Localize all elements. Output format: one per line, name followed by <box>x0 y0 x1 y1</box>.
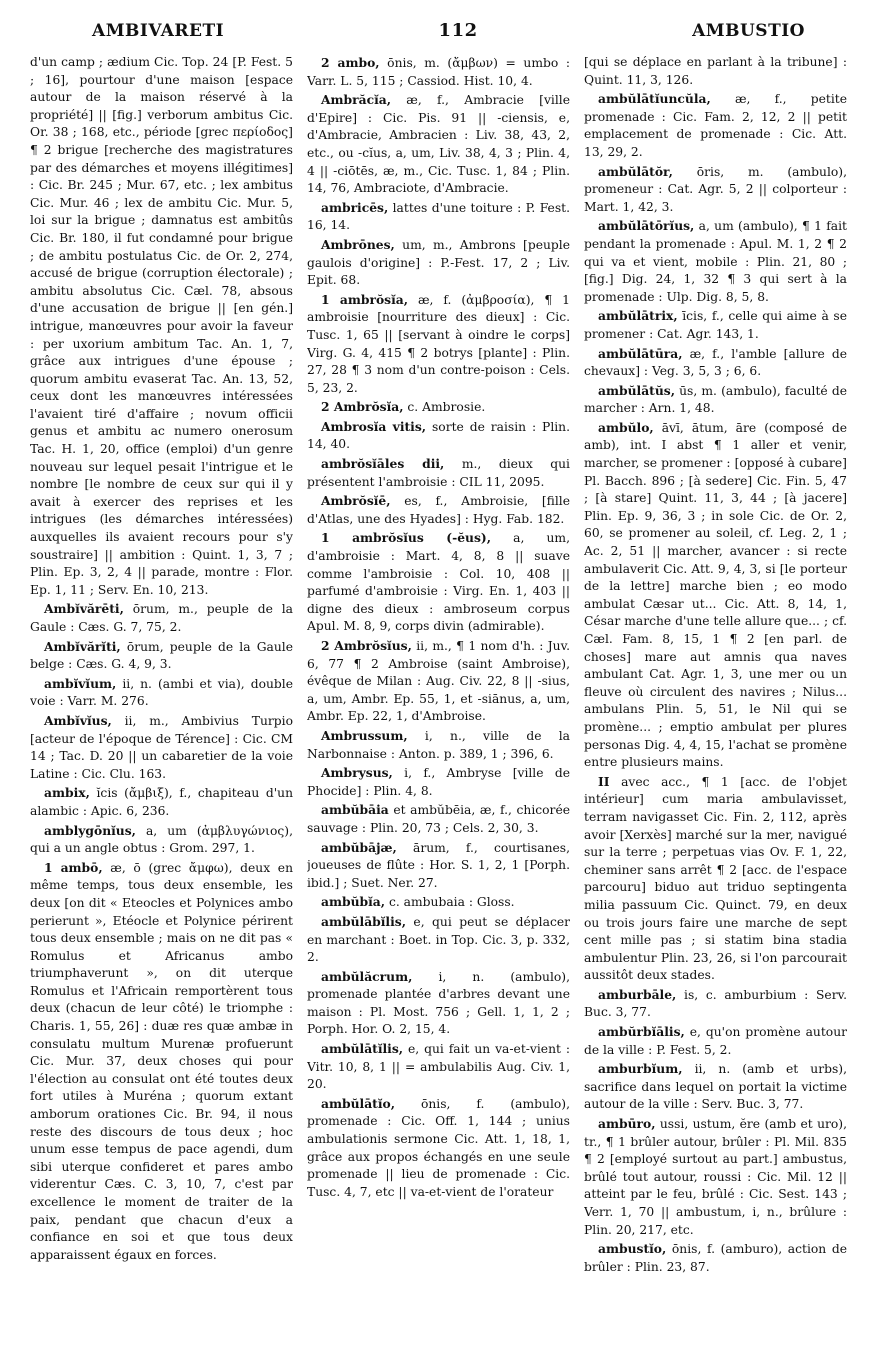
dictionary-entry <box>584 54 847 89</box>
entry-definition: ussi, ustum, ĕre (amb et uro), tr., ¶ 1 brûler autour, brûler : Pl. Mil. 835 ¶ 2 [employé surtout au part.] ambustus, brûlé tout autour, roussi : Cic. Mil. 12 || atteint par le feu, brûlé : Cic. Sest. 143 ; Verr. 1, 70 || ambustum, i, n., brûlure : Plin. 20, 217, etc. <box>584 1117 847 1237</box>
entry-definition: ii, n. (ambi et via), double voie : Varr. M. 276. <box>30 676 293 709</box>
entry-headword: ambrŏsĭāles dii, <box>321 456 445 472</box>
entry-definition: ii, m., ¶ 1 nom d'h. : Juv. 6, 77 ¶ 2 Ambroise (saint Ambroise), évêque de Milan : Aug. Civ. 22, 8 || -sius, a, um, Ambr. Ep. 55, 1, et -siānus, a, um, Ambr. Ep. 22, 1, d'Ambroise. <box>307 639 570 724</box>
entry-definition: ĭcis (ἄμβιξ), f., chapiteau d'un alambic : Apic. 6, 236. <box>30 786 293 818</box>
entry-headword: Ambĭvĭus, <box>44 712 112 728</box>
dictionary-entry <box>307 54 570 90</box>
entry-definition: e, qui peut se déplacer en marchant : Boet. in Top. Cic. 3, p. 332, 2. <box>307 914 570 965</box>
entry-definition: i, n., ville de la Narbonnaise : Anton. p. 389, 1 ; 396, 6. <box>307 728 570 761</box>
entry-definition: ii, m., Ambivius Turpio [acteur de l'époque de Térence] : Cic. CM 14 ; Tac. D. 20 || un cabaretier de la voie Latine : Cic. Clu. 163. <box>30 713 293 781</box>
dictionary-entry <box>584 217 847 306</box>
entry-headword: 1 ambrŏsĭa, <box>321 291 408 307</box>
entry-headword: ambŭlātĭuncŭla, <box>598 91 711 107</box>
dictionary-entry <box>584 382 847 418</box>
entry-headword: 1 ambō, <box>44 859 103 875</box>
entry-headword: ambricēs, <box>321 199 389 215</box>
entry-headword: II <box>598 773 610 789</box>
entry-headword: ambustĭo, <box>598 1241 667 1257</box>
entry-definition: æ, ō (grec ἄμφω), deux en même temps, tous deux ensemble, les deux [on dit « Eteocles et Polynices ambo perierunt », Etéocle et Polynice périrent tous deux ensemble ; mais on ne dit pas « Romulus et Africanus ambo triumphaverunt », on dit uterque Romulus et l'Africain remportèrent tous deux (chacun de leur côté) le triomphe : Charis. 1, 55, 26] : duæ res quæ ambæ in consulatu multum Murenæ profuerunt Cic. Mur. 37, deux choses qui pour l'élection au consulat ont été toutes deux fort utiles à Muréna ; quorum extant amborum orationes Cic. Br. 94, il nous reste des discours de tous deux ; hoc unum esse tempus de pace agendi, dum sibi uterque confideret et pares ambo viderentur Cæs. C. 3, 10, 7, c'est par excellence le moment de traiter de la paix, pendant que chacun d'eux a confiance en soi et que tous deux apparaissent égaux en forces. <box>30 860 293 1262</box>
page-number: 112 <box>438 20 478 41</box>
entry-definition: i, f., Ambryse [ville de Phocide] : Plin. 4, 8. <box>307 766 570 798</box>
entry-definition: a, um (ἀμβλυγώνιος), qui a un angle obtus : Grom. 297, 1. <box>30 823 293 856</box>
entry-headword: ambĭvĭum, <box>44 675 117 691</box>
dictionary-entry <box>307 492 570 528</box>
entry-headword: ambŭlātĭlis, <box>321 1041 404 1057</box>
entry-headword: amburbāle, <box>598 986 677 1002</box>
entry-headword: ambŭlātūra, <box>598 345 683 361</box>
entry-headword: 2 Ambrŏsĭus, <box>321 638 412 653</box>
dictionary-entry <box>584 163 847 217</box>
entry-headword: 2 Ambrŏsĭa, <box>321 399 404 415</box>
entry-definition: ūs, m. (ambulo), faculté de marcher : Arn. 1, 48. <box>584 383 847 416</box>
dictionary-entry <box>307 91 570 198</box>
dictionary-entry <box>30 822 293 858</box>
entry-definition: ōris, m. (ambulo), promeneur : Cat. Agr. 5, 2 || colporteur : Mart. 1, 42, 3. <box>584 164 847 214</box>
column-right <box>584 54 847 1354</box>
dictionary-entry <box>307 637 570 726</box>
entry-definition: i, n. (ambulo), promenade plantée d'arbres devant une maison : Pl. Most. 756 ; Gell. 1, 1, 2 ; Porph. Hor. O. 2, 15, 4. <box>307 969 570 1037</box>
dictionary-entry <box>584 345 847 381</box>
dictionary-entry <box>584 986 847 1022</box>
dictionary-entry <box>584 773 847 985</box>
entry-definition: æ, f., Ambracie [ville d'Epire] : Cic. Pis. 91 || -ciensis, e, d'Ambracie, Ambracien : Liv. 38, 43, 2, etc., ou -cĭus, a, um, Liv. 38, 4, 3 ; Plin. 4, 4 || -ciōtēs, æ, m., Cic. Tusc. 1, 84 ; Plin. 14, 76, Ambraciote, d'Ambracie. <box>307 93 570 196</box>
dictionary-entry <box>307 529 570 636</box>
dictionary-entry <box>307 236 570 290</box>
entry-definition: is, c. amburbium : Serv. Buc. 3, 77. <box>584 987 847 1020</box>
entry-headword: ambŭlo, <box>598 419 654 435</box>
entry-definition: ōnis, f. (ambulo), promenade : Cic. Off. 1, 144 ; unius ambulationis sermone Cic. Att. 1, 18, 1, grâce aux propos échangés en une seule promenade || lieu de promenade : Cic. Tusc. 4, 7, etc || va-et-vient de l'orateur <box>307 1096 570 1199</box>
dictionary-entry <box>307 1095 570 1202</box>
entry-definition: ōnis, f. (amburo), action de brûler : Plin. 23, 87. <box>584 1242 847 1274</box>
entry-headword: ambūro, <box>598 1116 656 1132</box>
dictionary-entry <box>584 419 847 772</box>
dictionary-entry <box>30 638 293 674</box>
column-middle <box>307 54 570 1354</box>
entry-definition: æ, f., l'amble [allure de chevaux] : Veg. 3, 5, 3 ; 6, 6. <box>584 346 847 379</box>
dictionary-entry <box>307 764 570 800</box>
entry-definition: āvī, ātum, āre (composé de amb), int. I abst ¶ 1 aller et venir, marcher, se promener : [opposé à cubare] Pl. Bacch. 896 ; [à sedere] Cic. Fin. 5, 47 ; [à stare] Quint. 11, 3, 44 ; [à jacere] Plin. Ep. 9, 36, 3 ; in sole Cic. de Or. 2, 60, se promener au soleil, cf. Leg. 2, 1 ; Ac. 2, 51 || marcher, avancer : si recte ambulaverit Cic. Att. 9, 4, 3, si [le porteur de la lettre] marche bien ; eo modo ambulat Cæsar ut... Cic. Att. 8, 14, 1, César marche d'une telle allure que... ; cf. Cæl. Fam. 8, 15, 1 ¶ 2 [en parl. de choses] mare aut amnis qua naves ambulant Cat. Agr. 1, 3, une mer ou un fleuve où circulent des navires ; Nilus... ambulans Plin. 5, 51, le Nil qui se promène... ; emptio ambulat per plures personas Dig. 4, 4, 15, l'achat se promène entre plusieurs mains. <box>584 420 847 770</box>
entry-headword: Ambrysus, <box>321 765 393 781</box>
dictionary-entry <box>307 968 570 1039</box>
entry-definition: c. Ambrosie. <box>403 400 486 415</box>
entry-definition: æ, f. (ἀμβροσία), ¶ 1 ambroisie [nourriture des dieux] : Cic. Tusc. 1, 65 || [servant à oindre le corps] Virg. G. 4, 415 ¶ 2 botrys [plante] : Plin. 27, 28 ¶ 3 nom d'un contre-poison : Cels. 5, 23, 2. <box>307 292 570 395</box>
dictionary-entry <box>307 727 570 763</box>
entry-definition: sorte de raisin : Plin. 14, 40. <box>307 419 570 452</box>
entry-definition: ōrum, m., peuple de la Gaule : Cæs. G. 7, 75, 2. <box>30 602 293 634</box>
entry-definition: īcis, f., celle qui aime à se promener : Cat. Agr. 143, 1. <box>584 309 847 341</box>
entry-headword: ambŭlăcrum, <box>321 968 413 984</box>
entry-headword: ambix, <box>44 785 90 801</box>
dictionary-entry <box>307 801 570 837</box>
dictionary-entry <box>307 199 570 235</box>
entry-definition: c. ambubaia : Gloss. <box>385 895 515 910</box>
entry-definition: a, um (ambulo), ¶ 1 fait pendant la promenade : Apul. M. 1, 2 ¶ 2 qui va et vient, mobile : Plin. 21, 80 ; [fig.] Dig. 24, 1, 32 ¶ 3 qui sert à la promenade : Ulp. Dig. 8, 5, 8. <box>584 219 847 304</box>
entry-headword: Ambrōnes, <box>321 236 395 252</box>
page-header <box>30 20 847 54</box>
entry-headword: Ambrăcĭa, <box>321 92 392 108</box>
entry-definition: e, qu'on promène autour de la ville : P. Fest. 5, 2. <box>584 1025 847 1057</box>
dictionary-entry <box>307 455 570 491</box>
entry-definition: et ambŭbēia, æ, f., chicorée sauvage : Plin. 20, 73 ; Cels. 2, 30, 3. <box>307 803 570 835</box>
entry-headword: ambŭlātrix, <box>598 308 678 324</box>
entry-headword: ambŭlātōrĭus, <box>598 218 695 234</box>
entry-headword: Ambĭvărĭti, <box>44 638 121 654</box>
entry-headword: amblygōnĭus, <box>44 822 136 838</box>
dictionary-entry <box>584 307 847 343</box>
dictionary-entry <box>584 90 847 161</box>
entry-definition: ārum, f., courtisanes, joueuses de flûte : Hor. S. 1, 2, 1 [Porph. ibid.] ; Suet. Ner. 27. <box>307 840 570 890</box>
dictionary-entry <box>307 839 570 893</box>
dictionary-entry <box>30 859 293 1265</box>
entry-definition: avec acc., ¶ 1 [acc. de l'objet intérieur] cum maria ambulavisset, terram navigasset Cic. Fin. 2, 112, après avoir [Xerxès] marché sur la mer, navigué sur la terre ; perpetuas vias Ov. F. 1, 22, cheminer sans arrêt ¶ 2 [acc. de l'espace parcouru] biduo aut triduo septingenta milia passuum Cic. Quinct. 79, en deux ou trois jours faire une marche de sept cent mille pas ; si statim bina stadia ambulentur Plin. 23, 26, si l'on parcourait aussitôt deux stades. <box>584 774 847 983</box>
entry-headword: ambŭbĭa, <box>321 894 386 910</box>
dictionary-entry <box>584 1023 847 1059</box>
entry-headword: 2 ambo, <box>321 55 380 70</box>
entry-definition: a, um, d'ambroisie : Mart. 4, 8, 8 || suave comme l'ambroisie : Col. 10, 408 || parfumé d'ambroisie : Virg. En. 1, 403 || digne des dieux : ambroseum corpus Apul. M. 8, 9, corps divin (admirable). <box>307 531 570 634</box>
entry-definition: es, f., Ambroisie, [fille d'Atlas, une des Hyades] : Hyg. Fab. 182. <box>307 494 570 526</box>
entry-headword: ambŭlātŭs, <box>598 382 675 398</box>
dictionary-entry <box>307 291 570 398</box>
entry-definition: ōrum, peuple de la Gaule belge : Cæs. G. 4, 9, 3. <box>30 639 293 672</box>
entry-definition: [qui se déplace en parlant à la tribune] : Quint. 11, 3, 126. <box>584 55 847 87</box>
dictionary-entry <box>307 1040 570 1094</box>
entry-headword: ambŭlātĭo, <box>321 1095 395 1111</box>
right-running-headword: AMBUSTIO <box>692 21 805 41</box>
entry-headword: Ambrŏsĭē, <box>321 493 391 509</box>
dictionary-entry <box>30 54 293 599</box>
dictionary-entry <box>30 675 293 711</box>
entry-headword: ambŭlātŏr, <box>598 163 673 179</box>
entry-headword: Ambrussum, <box>321 727 408 743</box>
dictionary-entry <box>307 913 570 967</box>
entry-definition: lattes d'une toiture : P. Fest. 16, 14. <box>307 200 570 233</box>
dictionary-entry <box>584 1115 847 1239</box>
dictionary-entry <box>584 1060 847 1114</box>
column-left <box>30 54 293 1354</box>
dictionary-entry <box>307 893 570 912</box>
entry-definition: um, m., Ambrons [peuple gaulois d'origine] : P.-Fest. 17, 2 ; Liv. Epit. 68. <box>307 237 570 288</box>
entry-definition: m., dieux qui présentent l'ambroisie : CIL 11, 2095. <box>307 457 570 489</box>
text-columns <box>30 54 847 1354</box>
entry-headword: ambŭlābĭlis, <box>321 913 406 929</box>
dictionary-entry <box>30 784 293 820</box>
dictionary-entry <box>584 1240 847 1276</box>
dictionary-entry <box>30 600 293 636</box>
entry-definition: ōnis, m. (ἄμβων) = umbo : Varr. L. 5, 115 ; Cassiod. Hist. 10, 4. <box>307 56 570 88</box>
entry-definition: e, qui fait un va-et-vient : Vitr. 10, 8, 1 || = ambulabilis Aug. Civ. 1, 20. <box>307 1042 570 1092</box>
entry-headword: ambŭrbĭālis, <box>598 1024 685 1040</box>
entry-headword: Ambĭvărēti, <box>44 601 124 617</box>
dictionary-entry <box>30 712 293 783</box>
entry-headword: Ambrosĭa vitis, <box>321 418 427 434</box>
dictionary-entry <box>307 398 570 417</box>
left-running-headword: AMBIVARETI <box>92 21 225 41</box>
entry-definition: æ, f., petite promenade : Cic. Fam. 2, 12, 2 || petit emplacement de promenade : Cic. Att. 13, 29, 2. <box>584 92 847 159</box>
entry-definition: d'un camp ; ædium Cic. Top. 24 [P. Fest. 5 ; 16], pourtour d'une maison [espace autour de la maison réservé à la propriété] || [fig.] verborum ambitus Cic. Or. 38 ; 168, etc., période [grec περίοδος] ¶ 2 brigue [recherche des magistratures par des démarches et moyens illégitimes] : Cic. Br. 245 ; Mur. 67, etc. ; lex ambitus Cic. Mur. 46 ; lex de ambitu Cic. Mur. 5, loi sur la brigue ; damnatus est ambitûs Cic. Br. 180, il fut condamné pour brigue ; de ambitu postulatus Cic. de Or. 2, 274, accusé de brigue (corruption électorale) ; ambitu absolutus Cic. Cæl. 78, absous d'une accusation de brigue || [en gén.] intrigue, manœuvres pour avoir la faveur : per uxorium ambitum Tac. An. 1, 7, grâce aux intrigues d'une épouse ; quorum ambitu evaserat Tac. An. 13, 52, ceux dont les manœuvres intéressées l'avaient tiré d'affaire ; novum officii genus et ambitu ac numero onerosum Tac. H. 1, 20, office (emploi) d'un genre nouveau sur lequel pesait l'intrigue et le nombre [le nombre de ceux sur qui il y avait à exercer des reprises et les intrigues (les démarches intéressées) auxquelles ils avaient recours pour s'y soustraire] || ambition : Quint. 1, 3, 7 ; Plin. Ep. 3, 2, 4 || parade, montre : Flor. Ep. 1, 11 ; Serv. En. 10, 213. <box>30 55 293 597</box>
entry-headword: ambŭbājæ, <box>321 839 397 855</box>
entry-headword: ambŭbāia <box>321 802 389 818</box>
entry-definition: ii, n. (amb et urbs), sacrifice dans lequel on portait la victime autour de la ville : Serv. Buc. 3, 77. <box>584 1062 847 1112</box>
entry-headword: 1 ambrŏsĭus (-ĕus), <box>321 530 491 546</box>
dictionary-entry <box>307 418 570 454</box>
entry-headword: amburbĭum, <box>598 1061 683 1077</box>
